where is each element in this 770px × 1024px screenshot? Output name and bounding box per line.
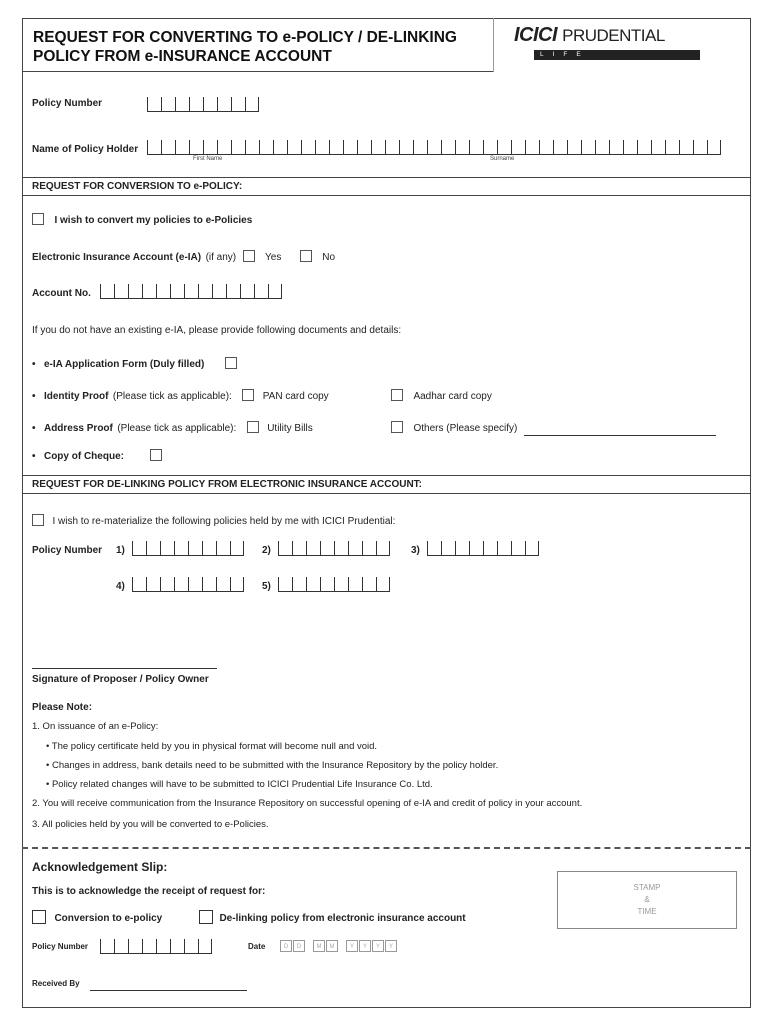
- policy-1-input[interactable]: [132, 542, 244, 556]
- cut-line: [22, 847, 751, 849]
- app-form-label: e-IA Application Form (Duly filled): [43, 359, 205, 370]
- aadhar-checkbox[interactable]: [391, 389, 403, 401]
- note-bullet-3: • Policy related changes will have to be submitted to ICICI Prudential Life Insurance Co. Ltd.: [46, 779, 433, 790]
- cheque-label: Copy of Cheque:: [43, 451, 124, 462]
- received-by-label: Received By: [32, 979, 80, 988]
- others-label: Others (Please specify): [413, 423, 518, 434]
- policy-3-label: 3): [411, 545, 420, 556]
- policy-5-label: 5): [262, 581, 271, 592]
- eia-yes-label: Yes: [265, 252, 282, 263]
- addr-proof-label: Address Proof: [43, 423, 113, 434]
- policy-number-label: Policy Number: [32, 98, 103, 109]
- ack-conversion-label: Conversion to e-policy: [54, 913, 163, 924]
- note-bullet-2-text: Changes in address, bank details need to be submitted with the Insurance Repository by the policy holder.: [51, 760, 499, 771]
- notes-heading: Please Note:: [32, 702, 93, 713]
- form-title: REQUEST FOR CONVERTING TO e-POLICY / DE-LINKING POLICY FROM e-INSURANCE ACCOUNT: [33, 29, 457, 65]
- account-no-label: Account No.: [32, 288, 91, 299]
- eia-label: Electronic Insurance Account (e-IA): [32, 252, 202, 263]
- eia-ifany: (if any): [205, 252, 237, 263]
- ack-delink-checkbox[interactable]: [199, 910, 213, 924]
- delink-section-header: REQUEST FOR DE-LINKING POLICY FROM ELECTRONIC INSURANCE ACCOUNT:: [22, 475, 751, 494]
- policy-1-label: 1): [116, 545, 125, 556]
- ack-intro: This is to acknowledge the receipt of request for:: [32, 886, 266, 897]
- delink-policy-label: Policy Number: [32, 545, 103, 556]
- convert-option[interactable]: [32, 210, 252, 228]
- app-form-checkbox[interactable]: [225, 357, 237, 369]
- bullet: •: [32, 451, 36, 462]
- rematerialize-label: I wish to re-materialize the following policies held by me with ICICI Prudential:: [52, 516, 396, 527]
- policy-4-label: 4): [116, 581, 125, 592]
- utility-label: Utility Bills: [267, 423, 313, 434]
- utility-checkbox[interactable]: [247, 421, 259, 433]
- signature-line[interactable]: [32, 668, 217, 669]
- holder-name-input[interactable]: [147, 141, 721, 155]
- note-2: 2. You will receive communication from the Insurance Repository on successful opening of e-IA and credit of policy in your account.: [32, 798, 583, 809]
- bullet: •: [32, 423, 36, 434]
- ack-policy-input[interactable]: [100, 940, 212, 954]
- note-3: 3. All policies held by you will be converted to e-Policies.: [32, 819, 269, 830]
- account-no-input[interactable]: [100, 285, 282, 299]
- ack-title: Acknowledgement Slip:: [32, 860, 168, 874]
- conversion-section-header: REQUEST FOR CONVERSION TO e-POLICY:: [22, 177, 751, 196]
- rematerialize-checkbox[interactable]: [32, 514, 44, 526]
- time-label: TIME: [637, 907, 657, 916]
- holder-name-label: Name of Policy Holder: [32, 144, 139, 155]
- policy-5-input[interactable]: [278, 578, 390, 592]
- others-specify-input[interactable]: [524, 435, 716, 436]
- pan-checkbox[interactable]: [242, 389, 254, 401]
- policy-2-label: 2): [262, 545, 271, 556]
- stamp-amp: &: [644, 895, 650, 904]
- policy-number-input[interactable]: [147, 98, 259, 112]
- first-name-caption: First Name: [193, 156, 223, 162]
- policy-3-input[interactable]: [427, 542, 539, 556]
- aadhar-label: Aadhar card copy: [413, 391, 492, 402]
- ack-date-input[interactable]: D D M M Y Y Y Y: [280, 940, 398, 952]
- logo-brand2: PRUDENTIAL: [562, 26, 665, 45]
- company-logo: [514, 24, 734, 68]
- surname-caption: Surname: [490, 156, 515, 162]
- note-bullet-3-text: Policy related changes will have to be submitted to ICICI Prudential Life Insurance Co. Ltd.: [51, 779, 433, 790]
- eia-no-checkbox[interactable]: [300, 250, 312, 262]
- ack-policy-label: Policy Number: [32, 942, 89, 951]
- convert-checkbox[interactable]: [32, 213, 44, 225]
- stamp-label: STAMP: [633, 883, 661, 892]
- addr-proof-note: (Please tick as applicable):: [117, 423, 237, 434]
- logo-subtitle: LIFE INSURANCE: [534, 50, 700, 60]
- ack-delink-option[interactable]: [199, 908, 466, 926]
- ack-delink-label: De-linking policy from electronic insurance account: [219, 913, 466, 924]
- docs-intro: If you do not have an existing e-IA, please provide following documents and details:: [32, 325, 402, 336]
- id-proof-label: Identity Proof: [43, 391, 109, 402]
- rematerialize-option[interactable]: [32, 511, 395, 529]
- ack-date-label: Date: [248, 942, 266, 951]
- header-divider: [22, 71, 493, 72]
- ack-conversion-checkbox[interactable]: [32, 910, 46, 924]
- signature-label: Signature of Proposer / Policy Owner: [32, 674, 209, 685]
- id-proof-note: (Please tick as applicable):: [112, 391, 232, 402]
- note-bullet-2: • Changes in address, bank details need to be submitted with the Insurance Repository by the policy holder.: [46, 760, 499, 771]
- ack-conversion-option[interactable]: [32, 908, 162, 926]
- logo-brand: ICICI: [514, 24, 558, 46]
- eia-yes-checkbox[interactable]: [243, 250, 255, 262]
- bullet: •: [32, 359, 36, 370]
- others-checkbox[interactable]: [391, 421, 403, 433]
- bullet: •: [32, 391, 36, 402]
- header-vertical-divider: [493, 18, 494, 72]
- policy-4-input[interactable]: [132, 578, 244, 592]
- pan-label: PAN card copy: [262, 391, 329, 402]
- cheque-checkbox[interactable]: [150, 449, 162, 461]
- received-by-input[interactable]: [90, 990, 247, 991]
- note-bullet-1: • The policy certificate held by you in physical format will become null and void.: [46, 741, 378, 752]
- note-1: 1. On issuance of an e-Policy:: [32, 721, 159, 732]
- stamp-box: [557, 871, 737, 929]
- eia-no-label: No: [322, 252, 336, 263]
- policy-2-input[interactable]: [278, 542, 390, 556]
- note-bullet-1-text: The policy certificate held by you in physical format will become null and void.: [51, 741, 378, 752]
- convert-label: I wish to convert my policies to e-Policies: [54, 215, 253, 226]
